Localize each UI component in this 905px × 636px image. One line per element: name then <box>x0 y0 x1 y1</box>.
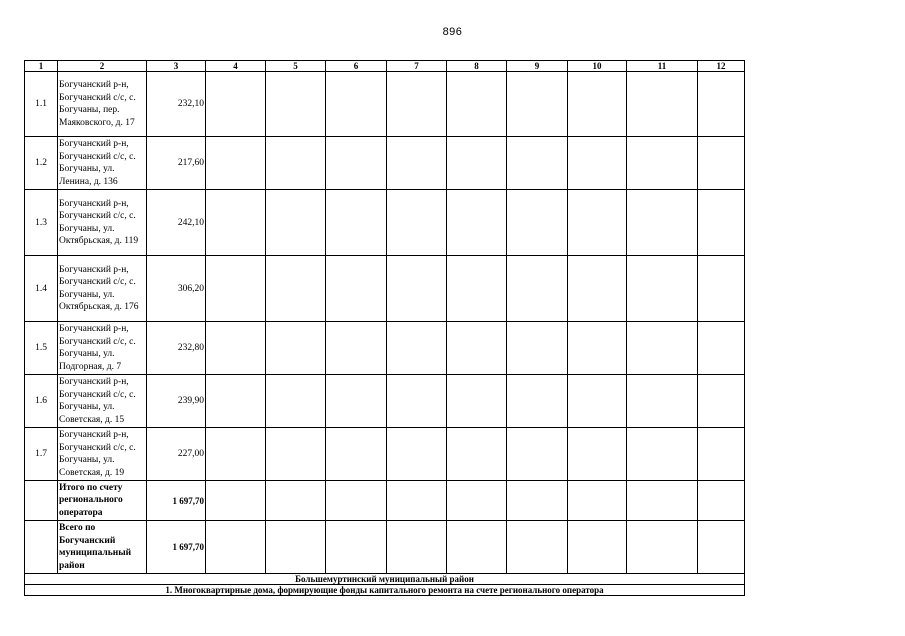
empty-cell <box>627 190 698 256</box>
column-header: 12 <box>698 61 745 72</box>
empty-cell <box>698 375 745 428</box>
empty-cell <box>698 322 745 375</box>
empty-cell <box>206 521 266 574</box>
empty-cell <box>387 256 447 322</box>
housing-table <box>24 60 745 596</box>
empty-cell <box>568 256 627 322</box>
row-number: 1.4 <box>25 256 58 322</box>
column-header: 10 <box>568 61 627 72</box>
empty-cell <box>266 72 326 137</box>
row-address: Богучанский р-н, Богучанский с/с, с. Богучаны, ул. Октябрьская, д. 119 <box>58 190 147 256</box>
row-address: Богучанский р-н, Богучанский с/с, с. Богучаны, ул. Советская, д. 19 <box>58 428 147 481</box>
empty-cell <box>447 256 507 322</box>
empty-cell <box>387 72 447 137</box>
page-number: 896 <box>442 26 463 38</box>
empty-cell <box>326 137 387 190</box>
empty-cell <box>507 375 568 428</box>
empty-cell <box>387 322 447 375</box>
empty-cell <box>326 72 387 137</box>
empty-cell <box>568 375 627 428</box>
empty-cell <box>568 137 627 190</box>
empty-cell <box>568 521 627 574</box>
row-number: 1.7 <box>25 428 58 481</box>
table-row <box>25 375 745 428</box>
empty-cell <box>447 137 507 190</box>
total-label: Итого по счету регионального оператора <box>58 481 147 521</box>
column-header: 11 <box>627 61 698 72</box>
empty-cell <box>326 256 387 322</box>
total-value: 1 697,70 <box>147 481 206 521</box>
column-header: 7 <box>387 61 447 72</box>
row-number: 1.6 <box>25 375 58 428</box>
empty-cell <box>568 322 627 375</box>
empty-cell <box>266 256 326 322</box>
column-header: 5 <box>266 61 326 72</box>
empty-cell <box>266 428 326 481</box>
row-number: 1.3 <box>25 190 58 256</box>
empty-cell <box>266 190 326 256</box>
empty-cell <box>568 481 627 521</box>
row-number: 1.1 <box>25 72 58 137</box>
empty-cell <box>568 72 627 137</box>
empty-cell <box>326 375 387 428</box>
empty-cell <box>568 190 627 256</box>
empty-cell <box>206 137 266 190</box>
row-address: Богучанский р-н, Богучанский с/с, с. Богучаны, ул. Подгорная, д. 7 <box>58 322 147 375</box>
subsection-title: 1. Многоквартирные дома, формирующие фонды капитального ремонта на счете регионального оператора <box>25 585 745 596</box>
empty-cell <box>387 375 447 428</box>
empty-cell <box>447 481 507 521</box>
empty-cell <box>507 256 568 322</box>
total-row <box>25 481 745 521</box>
empty-cell <box>387 521 447 574</box>
empty-cell <box>568 428 627 481</box>
empty-cell <box>698 256 745 322</box>
empty-cell <box>698 190 745 256</box>
empty-cell <box>447 72 507 137</box>
subsection-row <box>25 585 745 596</box>
empty-cell <box>326 190 387 256</box>
row-area: 306,20 <box>147 256 206 322</box>
empty-cell <box>507 481 568 521</box>
grand-total-row <box>25 521 745 574</box>
column-header: 1 <box>25 61 58 72</box>
row-number: 1.2 <box>25 137 58 190</box>
empty-cell <box>266 521 326 574</box>
empty-cell <box>206 428 266 481</box>
empty-cell <box>698 428 745 481</box>
grand-total-label: Всего по Богучанский муниципальный район <box>58 521 147 574</box>
row-area: 232,10 <box>147 72 206 137</box>
empty-cell <box>206 72 266 137</box>
empty-cell <box>387 428 447 481</box>
empty-cell <box>206 190 266 256</box>
row-area: 232,80 <box>147 322 206 375</box>
row-address: Богучанский р-н, Богучанский с/с, с. Богучаны, ул. Ленина, д. 136 <box>58 137 147 190</box>
empty-cell <box>507 190 568 256</box>
section-title: Большемуртинский муниципальный район <box>25 574 745 585</box>
column-header: 8 <box>447 61 507 72</box>
table-row <box>25 137 745 190</box>
empty-cell <box>326 481 387 521</box>
empty-cell <box>326 428 387 481</box>
empty-cell <box>326 521 387 574</box>
empty-cell <box>627 375 698 428</box>
column-header: 4 <box>206 61 266 72</box>
empty-cell <box>627 322 698 375</box>
empty-cell <box>698 72 745 137</box>
empty-cell <box>387 481 447 521</box>
empty-cell <box>507 521 568 574</box>
empty-cell <box>507 72 568 137</box>
empty-cell <box>507 322 568 375</box>
empty-cell <box>507 428 568 481</box>
table-row <box>25 190 745 256</box>
empty-cell <box>326 322 387 375</box>
column-header: 9 <box>507 61 568 72</box>
header-row <box>25 61 745 72</box>
column-header: 2 <box>58 61 147 72</box>
empty-cell <box>387 137 447 190</box>
empty-cell <box>25 521 58 574</box>
empty-cell <box>698 137 745 190</box>
empty-cell <box>387 190 447 256</box>
empty-cell <box>447 322 507 375</box>
empty-cell <box>206 481 266 521</box>
empty-cell <box>627 521 698 574</box>
column-header: 3 <box>147 61 206 72</box>
empty-cell <box>266 375 326 428</box>
empty-cell <box>266 322 326 375</box>
row-area: 239,90 <box>147 375 206 428</box>
empty-cell <box>627 428 698 481</box>
empty-cell <box>447 190 507 256</box>
empty-cell <box>206 375 266 428</box>
empty-cell <box>627 481 698 521</box>
column-header: 6 <box>326 61 387 72</box>
row-area: 227,00 <box>147 428 206 481</box>
table-row <box>25 72 745 137</box>
table-row <box>25 322 745 375</box>
section-row <box>25 574 745 585</box>
empty-cell <box>206 322 266 375</box>
empty-cell <box>627 137 698 190</box>
table-row <box>25 256 745 322</box>
empty-cell <box>206 256 266 322</box>
empty-cell <box>627 256 698 322</box>
row-area: 217,60 <box>147 137 206 190</box>
empty-cell <box>698 521 745 574</box>
row-address: Богучанский р-н, Богучанский с/с, с. Богучаны, ул. Октябрьская, д. 176 <box>58 256 147 322</box>
empty-cell <box>507 137 568 190</box>
row-address: Богучанский р-н, Богучанский с/с, с. Богучаны, ул. Советская, д. 15 <box>58 375 147 428</box>
row-number: 1.5 <box>25 322 58 375</box>
grand-total-value: 1 697,70 <box>147 521 206 574</box>
empty-cell <box>266 481 326 521</box>
row-address: Богучанский р-н, Богучанский с/с, с. Богучаны, пер. Маяковского, д. 17 <box>58 72 147 137</box>
table-row <box>25 428 745 481</box>
empty-cell <box>447 428 507 481</box>
empty-cell <box>266 137 326 190</box>
empty-cell <box>25 481 58 521</box>
empty-cell <box>627 72 698 137</box>
row-area: 242,10 <box>147 190 206 256</box>
empty-cell <box>447 521 507 574</box>
empty-cell <box>698 481 745 521</box>
empty-cell <box>447 375 507 428</box>
